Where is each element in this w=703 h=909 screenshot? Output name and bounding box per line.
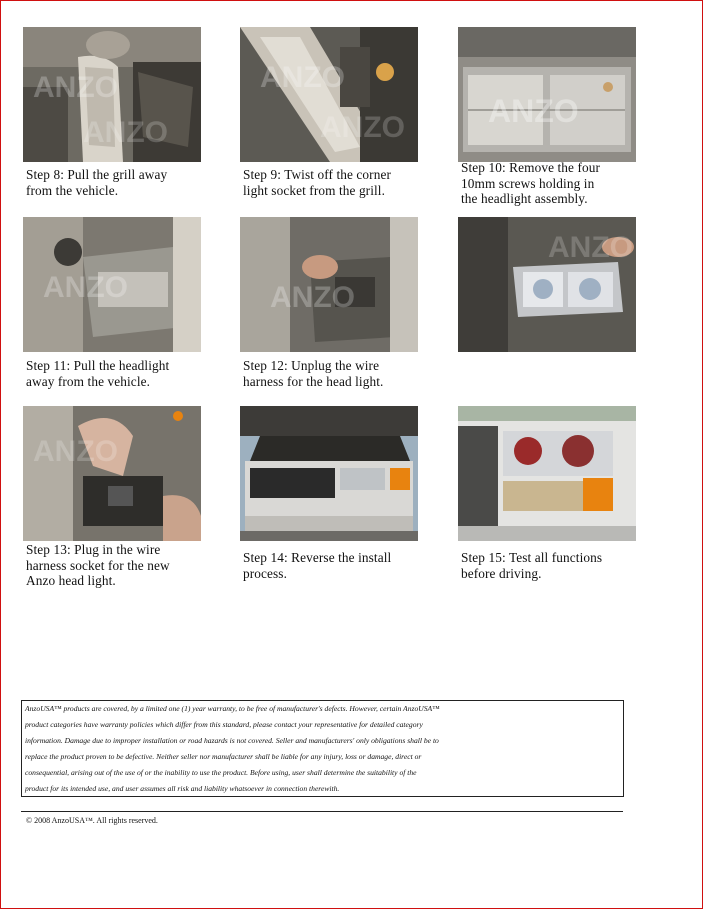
step-15-caption: Step 15: Test all functions before driving. (461, 550, 603, 581)
step-10-caption: Step 10: Remove the four 10mm screws holding in the headlight assembly. (461, 160, 601, 206)
svg-text:ANZO: ANZO (548, 231, 633, 264)
step-14-photo (240, 406, 418, 541)
step-13-photo (23, 406, 201, 541)
step-12-photo (240, 217, 418, 352)
svg-text:ANZO: ANZO (43, 271, 128, 304)
svg-text:ANZO: ANZO (488, 93, 579, 129)
step-8-caption: Step 8: Pull the grill away from the vehicle. (26, 167, 168, 198)
copyright-notice: © 2008 AnzoUSA™. All rights reserved. (26, 816, 158, 825)
new-headlight-photo (458, 217, 636, 352)
svg-text:ANZO: ANZO (83, 116, 168, 149)
watermark: ANZO (33, 71, 118, 104)
step-14-caption: Step 14: Reverse the install process. (243, 550, 392, 581)
footer-divider (21, 811, 623, 812)
step-11-photo (23, 217, 201, 352)
svg-text:ANZO: ANZO (260, 61, 345, 94)
step-9-caption: Step 9: Twist off the corner light socket from the grill. (243, 167, 391, 198)
step-12-caption: Step 12: Unplug the wire harness for the head light. (243, 358, 384, 389)
step-10-photo (458, 27, 636, 162)
svg-text:ANZO: ANZO (270, 281, 355, 314)
warranty-notice: AnzoUSA™ products are covered, by a limited one (1) year warranty, to be free of manufacturer's defects. However, certain AnzoUSA™ product categories have warranty policies which differ from this standard, please contact your representative for detailed category information. Damage due to improper installation or road hazards is not covered. Seller and manufacturers' only obligations shall be to replace the product proven to be defective. Neither seller nor manufacturer shall be liable for any injury, loss or damage, direct or consequential, arising out of the use of or the inability to use the product. Before using, user shall determine the suitability of the product for its intended use, and user assumes all risk and liability whatsoever in connection therewith. (21, 700, 624, 797)
step-13-caption: Step 13: Plug in the wire harness socket for the new Anzo head light. (26, 542, 170, 588)
step-11-caption: Step 11: Pull the headlight away from the vehicle. (26, 358, 170, 389)
step-15-photo (458, 406, 636, 541)
step-8-photo (23, 27, 201, 162)
step-9-photo (240, 27, 418, 162)
svg-text:ANZO: ANZO (320, 111, 405, 144)
svg-text:ANZO: ANZO (33, 435, 118, 468)
